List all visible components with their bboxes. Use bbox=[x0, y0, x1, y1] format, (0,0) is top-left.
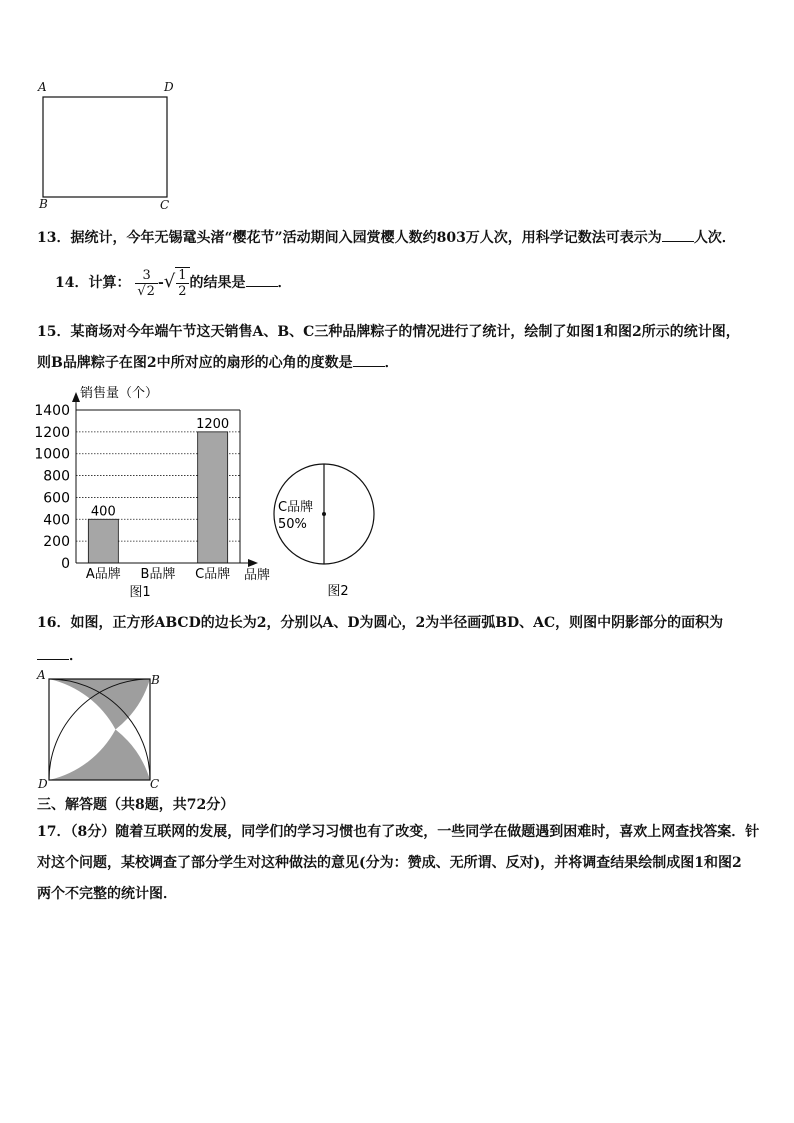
fraction-1-numerator: 3 bbox=[135, 268, 158, 284]
question-14-prefix: 14．计算： bbox=[55, 275, 131, 291]
answer-blank bbox=[353, 354, 385, 367]
fraction-2-numerator: 1 bbox=[178, 268, 187, 283]
label-d: D bbox=[38, 777, 48, 791]
section-title: 三、解答题（共8题，共72分） bbox=[37, 797, 235, 813]
y-axis-arrow-icon bbox=[72, 392, 80, 402]
bar-data-label: 1200 bbox=[196, 416, 230, 432]
question-17-line-1: 17．（8分）随着互联网的发展，同学们的学习习惯也有了改变，一些同学在做题遇到困难时，喜欢上网查找答案．针 bbox=[37, 824, 760, 840]
rectangle-shape bbox=[43, 97, 167, 197]
question-13 bbox=[37, 228, 736, 248]
x-axis-label: 品牌 bbox=[244, 568, 271, 583]
question-16-line-2 bbox=[37, 646, 83, 666]
fraction-2-denominator: 2 bbox=[178, 284, 187, 299]
question-15-line-1: 15．某商场对今年端午节这天销售A、B、C三种品牌粽子的情况进行了统计，绘制了如图1和图2所示的统计图， bbox=[37, 324, 740, 340]
pie-center-dot bbox=[322, 512, 326, 516]
label-a: A bbox=[37, 668, 46, 682]
figure-2-caption: 图2 bbox=[327, 584, 349, 599]
y-tick-label: 1000 bbox=[34, 446, 70, 463]
figure-1-caption: 图1 bbox=[129, 585, 151, 600]
label-c: C bbox=[150, 777, 160, 791]
question-13-suffix: 人次． bbox=[693, 230, 736, 246]
pie-slice-percent: 50% bbox=[278, 517, 307, 532]
label-b: B bbox=[151, 673, 160, 687]
question-15-line-2-text: 则B品牌粽子在图2中所对应的扇形的心角的度数是 bbox=[37, 355, 353, 371]
bar-chart bbox=[30, 380, 290, 605]
x-tick-label: B品牌 bbox=[140, 567, 176, 582]
answer-blank bbox=[37, 647, 69, 660]
x-axis-arrow-icon bbox=[248, 559, 258, 567]
label-d: D bbox=[164, 80, 174, 94]
question-15-end: ． bbox=[384, 355, 399, 371]
question-13-text: 13．据统计，今年无锡鼋头渚“樱花节”活动期间入园赏樱人数约803万人次，用科学记数法可表示为 bbox=[37, 230, 662, 246]
pie-chart bbox=[270, 458, 385, 603]
minus-sign: - bbox=[157, 275, 164, 291]
sqrt-icon: √ bbox=[163, 271, 176, 292]
bar-chart-x-ticks bbox=[86, 566, 230, 582]
question-16-end: ． bbox=[69, 648, 83, 664]
x-tick-label: A品牌 bbox=[85, 567, 121, 582]
bar-data-label: 400 bbox=[90, 504, 116, 520]
fraction-2 bbox=[175, 267, 189, 299]
question-17-line-2: 对这个问题，某校调查了部分学生对这种做法的意见(分为：赞成、无所谓、反对)，并将调查结果绘制成图1和图2 bbox=[37, 855, 742, 871]
pie-slice-label: C品牌 bbox=[278, 500, 314, 515]
fraction-1-denominator: √2 bbox=[137, 283, 155, 299]
label-c: C bbox=[160, 198, 170, 212]
shaded-region bbox=[49, 679, 150, 780]
y-tick-label: 600 bbox=[43, 490, 70, 507]
bar bbox=[198, 432, 228, 563]
fraction-1 bbox=[135, 268, 158, 299]
answer-blank bbox=[246, 274, 278, 287]
question-14-end: ． bbox=[277, 275, 292, 291]
y-tick-label: 1200 bbox=[34, 424, 70, 441]
square-arc-svg bbox=[34, 668, 169, 794]
x-tick-label: C品牌 bbox=[195, 567, 231, 582]
question-14-suffix: 的结果是 bbox=[189, 275, 246, 291]
y-tick-label: 200 bbox=[43, 534, 70, 551]
y-axis-label: 销售量（个） bbox=[80, 386, 159, 401]
square-arc-figure bbox=[34, 668, 169, 794]
question-15-line-2 bbox=[37, 353, 399, 373]
rectangle-svg bbox=[36, 80, 186, 215]
y-tick-label: 400 bbox=[43, 512, 70, 529]
y-tick-label: 1400 bbox=[34, 403, 70, 419]
question-14 bbox=[55, 265, 292, 300]
bar bbox=[88, 519, 118, 563]
question-17-line-3: 两个不完整的统计图． bbox=[37, 886, 177, 902]
bar-chart-y-ticks bbox=[34, 403, 70, 572]
answer-blank bbox=[662, 229, 694, 242]
question-16-line-1: 16．如图，正方形ABCD的边长为2，分别以A、D为圆心，2为半径画弧BD、AC，则图中阴影部分的面积为 bbox=[37, 615, 724, 631]
y-tick-label: 0 bbox=[61, 556, 70, 572]
rectangle-figure bbox=[36, 80, 186, 215]
y-tick-label: 800 bbox=[43, 468, 70, 485]
sqrt-radicand: 2 bbox=[146, 283, 155, 299]
label-b: B bbox=[39, 197, 48, 211]
label-a: A bbox=[38, 80, 47, 94]
